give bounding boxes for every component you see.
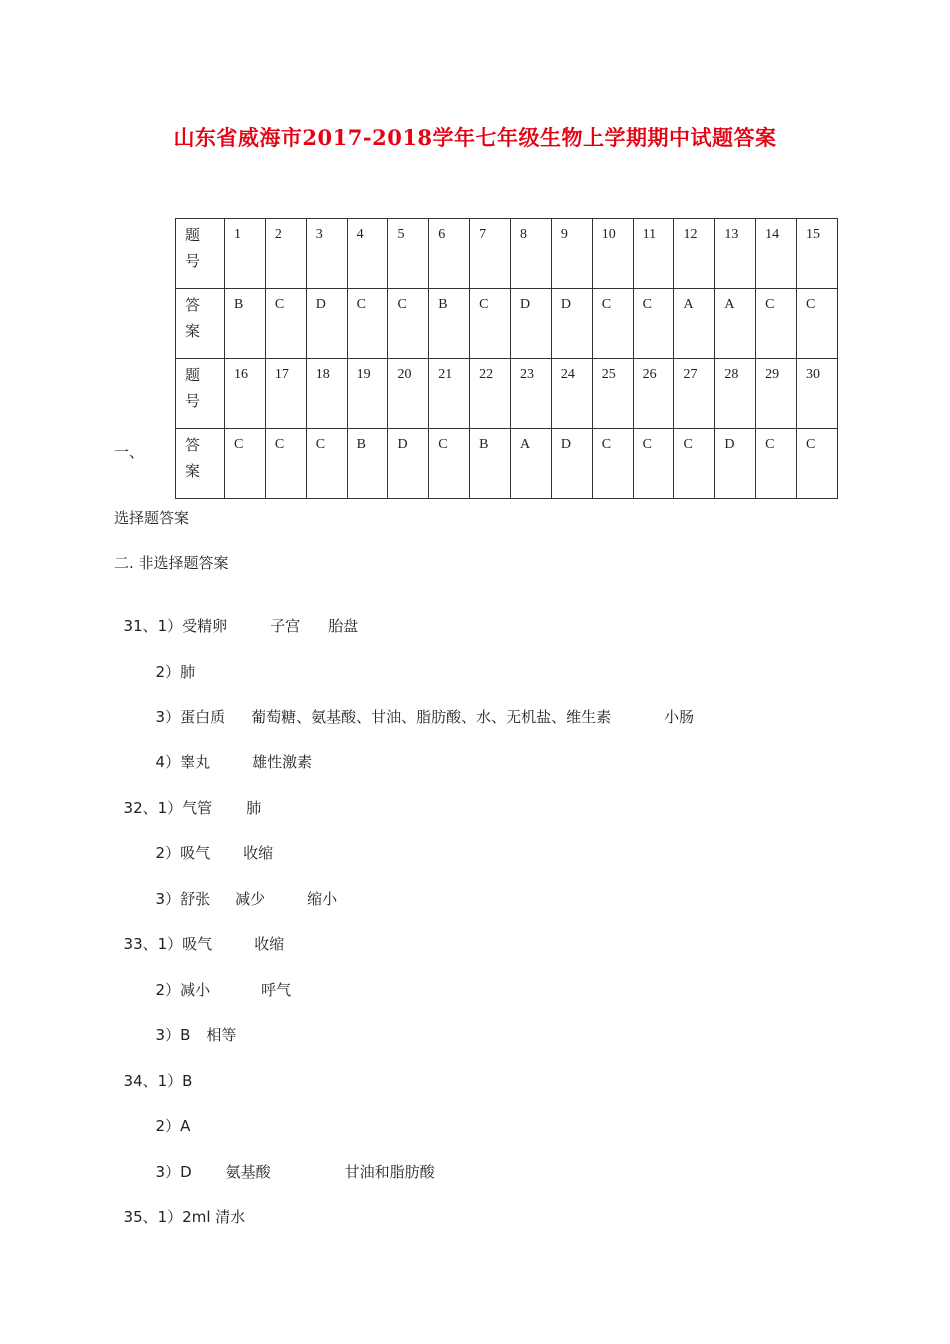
table-cell: C	[306, 429, 347, 499]
answer-part: 32、1）气管	[123, 799, 213, 817]
answer-part: 3）舒张	[155, 890, 211, 908]
answer-31-2	[146, 643, 195, 682]
table-cell: D	[715, 429, 756, 499]
answer-34-3	[146, 1143, 435, 1182]
table-cell: C	[797, 289, 838, 359]
table-cell: 30	[797, 359, 838, 429]
row-header-char: 案	[185, 322, 201, 340]
table-cell: 14	[756, 219, 797, 289]
table-cell: D	[511, 289, 552, 359]
table-cell: B	[347, 429, 388, 499]
answer-35-1	[114, 1188, 245, 1227]
table-cell: 25	[592, 359, 633, 429]
section2-label: 二. 非选择题答案	[114, 554, 229, 572]
answer-34-1	[114, 1052, 192, 1091]
answer-part: 子宫	[270, 617, 301, 635]
table-cell: 15	[797, 219, 838, 289]
table-cell: 7	[470, 219, 511, 289]
answer-part: 3）B	[155, 1026, 191, 1044]
answer-part: 小肠	[664, 708, 695, 726]
table-cell: 22	[470, 359, 511, 429]
table-cell: C	[265, 289, 306, 359]
row-header-char: 题	[185, 226, 201, 244]
table-cell: C	[429, 429, 470, 499]
answer-33-2	[146, 961, 291, 1000]
answer-part: 甘油和脂肪酸	[344, 1163, 435, 1181]
table-cell: 8	[511, 219, 552, 289]
table-row-header	[176, 429, 225, 499]
answer-31-1	[114, 597, 358, 636]
table-cell: D	[551, 289, 592, 359]
answer-part: 34、1）B	[123, 1072, 193, 1090]
table-cell: C	[265, 429, 306, 499]
table-row	[176, 289, 838, 359]
table-cell: C	[797, 429, 838, 499]
answer-34-2	[146, 1097, 190, 1136]
table-cell: 12	[674, 219, 715, 289]
answer-part: 相等	[206, 1026, 237, 1044]
table-cell: 11	[633, 219, 674, 289]
section1-label: 选择题答案	[114, 509, 190, 527]
table-cell: C	[592, 289, 633, 359]
answer-part: 33、1）吸气	[123, 935, 213, 953]
table-cell: 13	[715, 219, 756, 289]
table-row-header	[176, 219, 225, 289]
table-cell: C	[388, 289, 429, 359]
table-cell: 18	[306, 359, 347, 429]
table-row-header	[176, 289, 225, 359]
table-cell: B	[429, 289, 470, 359]
answer-31-4	[146, 733, 312, 772]
table-cell: D	[551, 429, 592, 499]
section1-number: 一、	[114, 443, 145, 461]
row-header-char: 号	[185, 392, 201, 410]
table-cell: C	[633, 429, 674, 499]
answer-part: 2）A	[155, 1117, 191, 1135]
table-cell: A	[715, 289, 756, 359]
answer-part: 35、1）2ml 清水	[123, 1208, 246, 1226]
table-cell: A	[674, 289, 715, 359]
answer-part: 3）D	[155, 1163, 192, 1181]
table-cell: D	[388, 429, 429, 499]
answer-part: 缩小	[307, 890, 338, 908]
table-cell: 16	[225, 359, 266, 429]
answer-part: 胎盘	[328, 617, 359, 635]
table-cell: 3	[306, 219, 347, 289]
table-row-header	[176, 359, 225, 429]
answer-part: 雄性激素	[252, 753, 313, 771]
table-cell: 26	[633, 359, 674, 429]
table-cell: 9	[551, 219, 592, 289]
table-cell: A	[511, 429, 552, 499]
row-header-char: 答	[185, 436, 201, 454]
table-cell: 27	[674, 359, 715, 429]
answer-table	[175, 218, 838, 499]
table-row	[176, 429, 838, 499]
table-cell: C	[347, 289, 388, 359]
table-cell: C	[674, 429, 715, 499]
table-cell: B	[225, 289, 266, 359]
answer-part: 葡萄糖、氨基酸、甘油、脂肪酸、水、无机盐、维生素	[251, 708, 612, 726]
page-title: 山东省威海市2017-2018学年七年级生物上学期期中试题答案	[173, 125, 777, 150]
table-cell: C	[756, 289, 797, 359]
answer-31-3	[146, 688, 694, 727]
table-cell: 5	[388, 219, 429, 289]
table-cell: 2	[265, 219, 306, 289]
answer-part: 2）吸气	[155, 844, 211, 862]
answer-32-1	[114, 779, 261, 818]
table-cell: C	[470, 289, 511, 359]
table-cell: 21	[429, 359, 470, 429]
table-cell: 20	[388, 359, 429, 429]
table-cell: 6	[429, 219, 470, 289]
answer-32-3	[146, 870, 337, 909]
row-header-char: 案	[185, 462, 201, 480]
table-cell: 24	[551, 359, 592, 429]
table-cell: B	[470, 429, 511, 499]
table-cell: D	[306, 289, 347, 359]
answer-part: 2）减小	[155, 981, 211, 999]
table-row	[176, 359, 838, 429]
table-cell: 23	[511, 359, 552, 429]
answer-part: 氨基酸	[225, 1163, 271, 1181]
row-header-char: 题	[185, 366, 201, 384]
answer-32-2	[146, 824, 273, 863]
answer-part: 31、1）受精卵	[123, 617, 228, 635]
row-header-char: 号	[185, 252, 201, 270]
table-cell: C	[633, 289, 674, 359]
table-cell: 4	[347, 219, 388, 289]
table-cell: 29	[756, 359, 797, 429]
answer-part: 收缩	[254, 935, 285, 953]
answer-part: 肺	[246, 799, 262, 817]
table-cell: C	[225, 429, 266, 499]
table-cell: C	[756, 429, 797, 499]
table-cell: 1	[225, 219, 266, 289]
table-cell: 17	[265, 359, 306, 429]
answer-part: 减少	[235, 890, 266, 908]
answer-part: 3）蛋白质	[155, 708, 226, 726]
answer-part: 4）睾丸	[155, 753, 211, 771]
answer-part: 呼气	[261, 981, 292, 999]
answer-33-1	[114, 915, 284, 954]
table-cell: 28	[715, 359, 756, 429]
table-row	[176, 219, 838, 289]
answer-part: 收缩	[243, 844, 274, 862]
table-cell: 19	[347, 359, 388, 429]
answer-part: 2）肺	[155, 663, 196, 681]
table-cell: 10	[592, 219, 633, 289]
table-cell: C	[592, 429, 633, 499]
answer-33-3	[146, 1006, 236, 1045]
row-header-char: 答	[185, 296, 201, 314]
